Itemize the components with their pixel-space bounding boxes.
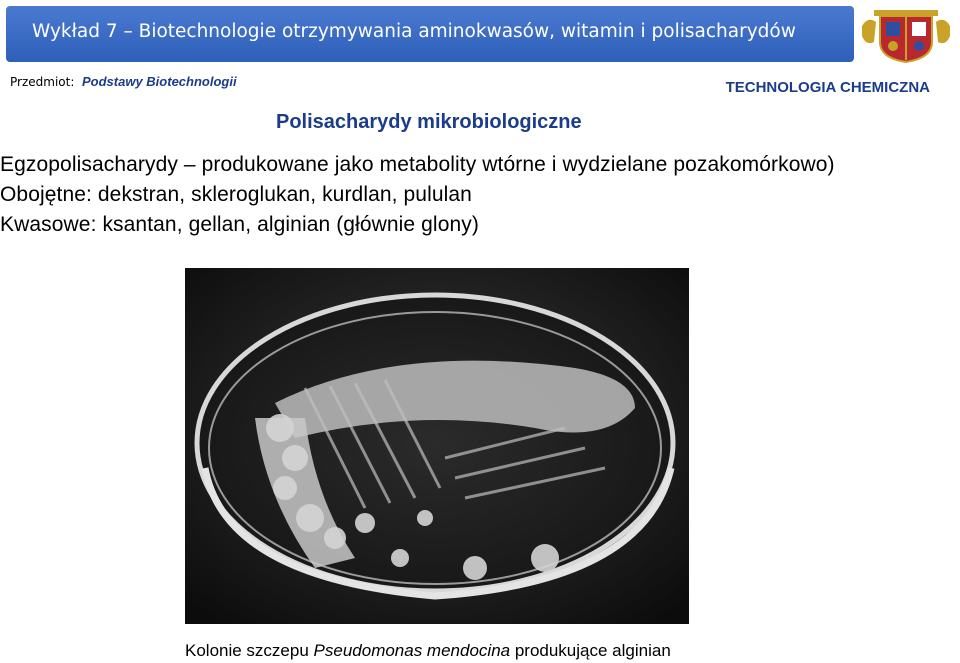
subject-label: Przedmiot:: [10, 75, 75, 89]
petri-dish-photo: [185, 268, 689, 624]
text-line-neutral: Obojętne: dekstran, skleroglukan, kurdlan, pululan: [0, 183, 472, 206]
department-name: TECHNOLOGIA CHEMICZNA: [725, 79, 930, 96]
text-line-exopolysaccharides: Egzopolisacharydy – produkowane jako metabolity wtórne i wydzielane pozakomórkowo): [0, 153, 835, 176]
text-line-acidic: Kwasowe: ksantan, gellan, alginian (głównie glony): [0, 213, 479, 236]
header-bar: [6, 6, 854, 62]
subject-name: Podstawy Biotechnologii: [82, 74, 237, 89]
caption-species: Pseudomonas mendocina: [313, 641, 511, 660]
slide-title: Polisacharydy mikrobiologiczne: [276, 111, 582, 133]
caption-prefix: Kolonie szczepu: [185, 641, 314, 660]
lecture-title: Wykład 7 – Biotechnologie otrzymywania aminokwasów, witamin i polisacharydów: [32, 21, 796, 42]
university-crest-icon: [858, 6, 954, 64]
photo-caption: [185, 641, 671, 661]
caption-suffix: produkujące alginian: [510, 641, 671, 660]
